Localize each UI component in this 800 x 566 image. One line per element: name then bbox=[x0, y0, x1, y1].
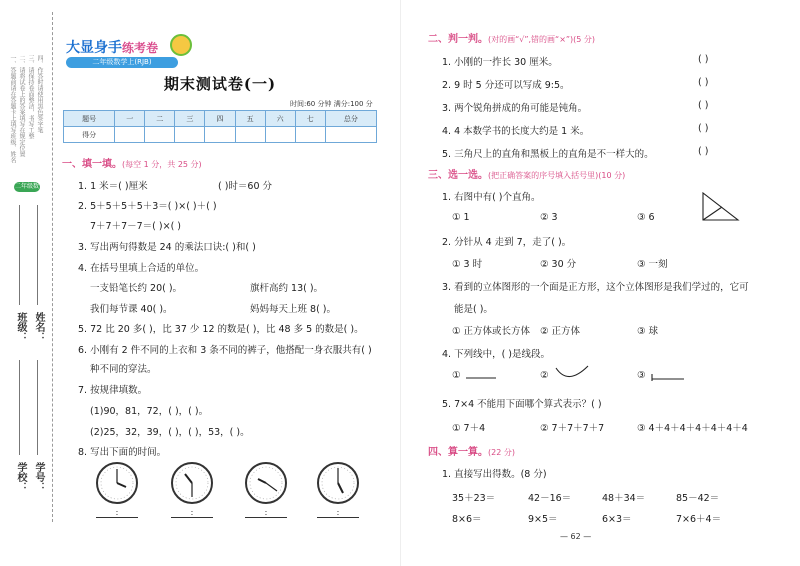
school-line[interactable] bbox=[19, 360, 20, 455]
score-value-row bbox=[64, 127, 377, 143]
class-line[interactable] bbox=[19, 205, 20, 305]
question-4d: 妈妈每天上班 8( )。 bbox=[250, 304, 336, 315]
clock-answer[interactable]: : bbox=[245, 508, 287, 518]
score-cell: 七 bbox=[295, 111, 325, 127]
choice-3b: 能是( )。 bbox=[454, 304, 493, 315]
section-2-sub: (对的画“√”,错的画“×”)(5 分) bbox=[488, 35, 596, 44]
clock-answer[interactable]: : bbox=[171, 508, 213, 518]
question-7a: (1)90，81，72，( )，( )。 bbox=[90, 406, 209, 417]
score-cell: 总分 bbox=[325, 111, 376, 127]
choice-2-option[interactable]: ① 3 时 bbox=[452, 259, 483, 270]
calc-item[interactable]: 9×5＝ bbox=[528, 514, 558, 525]
choice-3a: 3. 看到的立体图形的一个面是正方形，这个立体图形是我们学过的，它可 bbox=[442, 282, 749, 293]
score-cell: 五 bbox=[235, 111, 265, 127]
choice-3-option[interactable]: ③ 球 bbox=[637, 326, 659, 337]
straight-line-figure bbox=[465, 372, 497, 382]
section-1-heading bbox=[62, 155, 202, 170]
section-3-heading bbox=[428, 166, 625, 181]
curve-line-figure bbox=[554, 362, 590, 386]
judge-answer-box[interactable]: ( ) bbox=[698, 123, 709, 134]
mascot-icon bbox=[170, 34, 192, 56]
choice-1: 1. 右图中有( )个直角。 bbox=[442, 192, 541, 203]
binding-note-2: 二、请将试卷上的答案填写在规定位置 bbox=[18, 55, 25, 157]
choice-1-option[interactable]: ③ 6 bbox=[637, 212, 655, 223]
choice-3-option[interactable]: ① 正方体或长方体 bbox=[452, 326, 531, 337]
question-3: 3. 写出两句得数是 24 的乘法口诀:( )和( ) bbox=[78, 242, 256, 253]
calc-item[interactable]: 35＋23＝ bbox=[452, 493, 496, 504]
exam-meta: 时间:60 分钟 满分:100 分 bbox=[290, 100, 373, 108]
name-label: 姓名： bbox=[33, 312, 44, 342]
choice-5-option[interactable]: ① 7＋4 bbox=[452, 423, 486, 434]
segment-figure bbox=[650, 370, 686, 382]
score-cell: 一 bbox=[115, 111, 145, 127]
calc-item[interactable]: 48＋34＝ bbox=[602, 493, 646, 504]
score-input[interactable] bbox=[145, 127, 175, 143]
triangle-figure bbox=[700, 190, 742, 224]
choice-2-option[interactable]: ② 30 分 bbox=[540, 259, 577, 270]
question-4a: 一支铅笔长约 20( )。 bbox=[90, 283, 183, 294]
section-4-title: 四、算一算。 bbox=[428, 447, 488, 458]
choice-1-option[interactable]: ① 1 bbox=[452, 212, 470, 223]
calc-item[interactable]: 8×6＝ bbox=[452, 514, 482, 525]
judge-3: 3. 两个锐角拼成的角可能是钝角。 bbox=[442, 103, 588, 114]
choice-3-option[interactable]: ② 正方体 bbox=[540, 326, 581, 337]
clock-answer[interactable]: : bbox=[317, 508, 359, 518]
question-2b: 7＋7＋7－7＝( )×( ) bbox=[90, 221, 182, 232]
score-cell: 三 bbox=[175, 111, 205, 127]
score-input[interactable] bbox=[115, 127, 145, 143]
judge-answer-box[interactable]: ( ) bbox=[698, 77, 709, 88]
choice-2-option[interactable]: ③ 一刻 bbox=[637, 259, 668, 270]
section-3-sub: (把正确答案的序号填入括号里)(10 分) bbox=[488, 171, 626, 180]
question-2a: 2. 5＋5＋5＋5＋3＝( )×( )＋( ) bbox=[78, 201, 217, 212]
number-line[interactable] bbox=[37, 360, 38, 455]
section-4-sub: (22 分) bbox=[488, 448, 515, 457]
score-row-label: 得分 bbox=[64, 127, 115, 143]
choice-5-option[interactable]: ③ 4＋4＋4＋4＋4＋4＋4 bbox=[637, 423, 748, 434]
score-cell: 四 bbox=[205, 111, 235, 127]
clock-face bbox=[170, 461, 214, 505]
section-2-title: 二、判一判。 bbox=[428, 34, 488, 45]
question-6b: 种不同的穿法。 bbox=[90, 364, 157, 375]
question-1a: 1. 1 米＝( )厘米 bbox=[78, 181, 148, 192]
calc-1: 1. 直接写出得数。(8 分) bbox=[442, 469, 547, 480]
question-6a: 6. 小刚有 2 件不同的上衣和 3 条不同的裤子，他搭配一身衣服共有( ) bbox=[78, 345, 372, 356]
score-input[interactable] bbox=[175, 127, 205, 143]
binding-note-1: 一、答题前请在答题卡上填写班级、姓名 bbox=[9, 55, 16, 163]
choice-4-option[interactable]: ① bbox=[452, 370, 461, 381]
clock-face bbox=[316, 461, 360, 505]
choice-5-option[interactable]: ② 7＋7＋7＋7 bbox=[540, 423, 605, 434]
question-7: 7. 按规律填数。 bbox=[78, 385, 148, 396]
clock-answer[interactable]: : bbox=[96, 508, 138, 518]
section-1-sub: (每空 1 分，共 25 分) bbox=[122, 160, 202, 169]
question-5: 5. 72 比 20 多( )，比 37 少 12 的数是( )，比 48 多 5 的数是( )。 bbox=[78, 324, 364, 335]
question-4: 4. 在括号里填上合适的单位。 bbox=[78, 263, 205, 274]
judge-5: 5. 三角尺上的直角和黑板上的直角是不一样大的。 bbox=[442, 149, 654, 160]
clock-face bbox=[95, 461, 139, 505]
calc-item[interactable]: 7×6＋4＝ bbox=[676, 514, 722, 525]
choice-2: 2. 分针从 4 走到 7，走了( )。 bbox=[442, 237, 572, 248]
score-cell: 二 bbox=[145, 111, 175, 127]
page-fold bbox=[400, 0, 401, 566]
logo bbox=[66, 37, 158, 57]
judge-answer-box[interactable]: ( ) bbox=[698, 146, 709, 157]
section-1-title: 一、填一填。 bbox=[62, 159, 122, 170]
name-line[interactable] bbox=[37, 205, 38, 305]
class-label: 班级： bbox=[15, 312, 26, 342]
question-4b: 旗杆高约 13( )。 bbox=[250, 283, 324, 294]
clock-face bbox=[244, 461, 288, 505]
score-input[interactable] bbox=[205, 127, 235, 143]
score-cell: 题号 bbox=[64, 111, 115, 127]
score-table bbox=[63, 110, 377, 143]
section-3-title: 三、选一选。 bbox=[428, 170, 488, 181]
school-label: 学校： bbox=[15, 462, 26, 492]
score-header-row bbox=[64, 111, 377, 127]
judge-4: 4. 4 本数学书的长度大约是 1 米。 bbox=[442, 126, 590, 137]
choice-4-option[interactable]: ② bbox=[540, 370, 549, 381]
choice-5: 5. 7×4 不能用下面哪个算式表示？( ) bbox=[442, 399, 602, 410]
binding-note-3: 三、请保持卷面整洁，书写工整 bbox=[27, 55, 34, 139]
score-input[interactable] bbox=[325, 127, 376, 143]
score-input[interactable] bbox=[265, 127, 295, 143]
calc-item[interactable]: 6×3＝ bbox=[602, 514, 632, 525]
judge-2: 2. 9 时 5 分还可以写成 9:5。 bbox=[442, 80, 570, 91]
question-7b: (2)25，32，39，( )，( )，53，( )。 bbox=[90, 427, 250, 438]
calc-item[interactable]: 42－16＝ bbox=[528, 493, 572, 504]
section-4-heading bbox=[428, 443, 515, 458]
question-1b: ( )时＝60 分 bbox=[218, 181, 273, 192]
choice-4: 4. 下列线中，( )是线段。 bbox=[442, 349, 551, 360]
judge-answer-box[interactable]: ( ) bbox=[698, 100, 709, 111]
logo-hand: 练考卷 bbox=[122, 41, 159, 55]
binding-note-4: 四、作答时请使用黑色签字笔 bbox=[36, 55, 43, 133]
question-4c: 我们每节课 40( )。 bbox=[90, 304, 173, 315]
logo-main: 大显身手 bbox=[66, 40, 122, 56]
score-input[interactable] bbox=[295, 127, 325, 143]
grade-badge: 二年级数学上(RJB) bbox=[66, 57, 178, 68]
score-input[interactable] bbox=[235, 127, 265, 143]
choice-4-option[interactable]: ③ bbox=[637, 370, 646, 381]
score-cell: 六 bbox=[265, 111, 295, 127]
number-label: 学号： bbox=[33, 462, 44, 492]
page-title: 期末测试卷(一) bbox=[163, 75, 277, 93]
section-2-heading bbox=[428, 30, 595, 45]
calc-item[interactable]: 85－42＝ bbox=[676, 493, 720, 504]
choice-1-option[interactable]: ② 3 bbox=[540, 212, 558, 223]
binding-badge: 二年级数学 bbox=[14, 183, 39, 200]
judge-1: 1. 小刚的一拃长 30 厘米。 bbox=[442, 57, 558, 68]
question-8: 8. 写出下面的时间。 bbox=[78, 447, 167, 458]
page-number: — 62 — bbox=[560, 532, 592, 541]
judge-answer-box[interactable]: ( ) bbox=[698, 54, 709, 65]
